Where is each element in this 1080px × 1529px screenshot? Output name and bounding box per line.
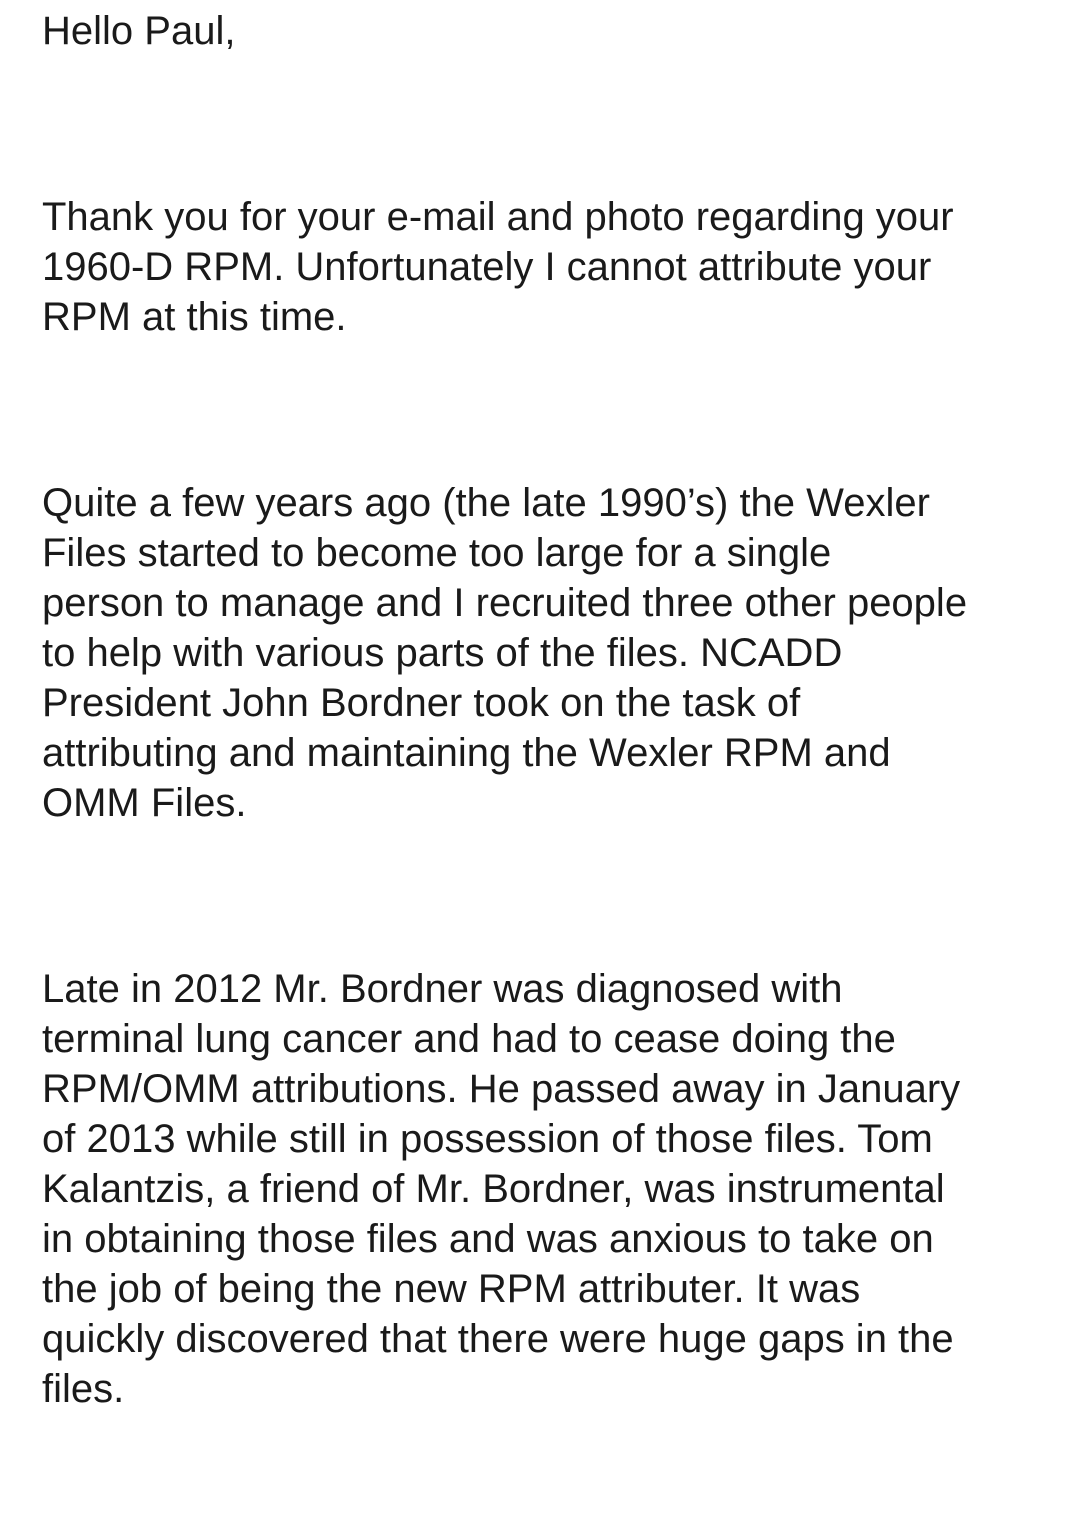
text-line: to help with various parts of the files. NCADD xyxy=(42,631,843,675)
text-line: 1960-D RPM. Unfortunately I cannot attribute your xyxy=(42,245,932,289)
text-line: Quite a few years ago (the late 1990’s) the Wexler xyxy=(42,481,930,525)
text-line: the job of being the new RPM attributer. It was xyxy=(42,1267,861,1311)
text-line: terminal lung cancer and had to cease doing the xyxy=(42,1017,896,1061)
text-line: RPM at this time. xyxy=(42,295,347,339)
text-line: of 2013 while still in possession of those files. Tom xyxy=(42,1117,933,1161)
text-line: Thank you for your e-mail and photo regarding your xyxy=(42,195,954,239)
text-line: person to manage and I recruited three other people xyxy=(42,581,968,625)
paragraph-thank-you xyxy=(42,192,1052,342)
text-line: RPM/OMM attributions. He passed away in January xyxy=(42,1067,961,1111)
paragraph-bordner xyxy=(42,964,1052,1414)
text-line: OMM Files. xyxy=(42,781,247,825)
text-line: President John Bordner took on the task of xyxy=(42,681,801,725)
text-line: quickly discovered that there were huge gaps in the xyxy=(42,1317,954,1361)
text-line: in obtaining those files and was anxious to take on xyxy=(42,1217,934,1261)
text-line: files. xyxy=(42,1367,125,1411)
text-line: Kalantzis, a friend of Mr. Bordner, was instrumental xyxy=(42,1167,945,1211)
text-line: Files started to become too large for a single xyxy=(42,531,832,575)
paragraph-history xyxy=(42,478,1052,828)
greeting xyxy=(42,6,1052,56)
greeting-line: Hello Paul, xyxy=(42,9,236,53)
text-line: attributing and maintaining the Wexler RPM and xyxy=(42,731,891,775)
text-line: Late in 2012 Mr. Bordner was diagnosed with xyxy=(42,967,843,1011)
